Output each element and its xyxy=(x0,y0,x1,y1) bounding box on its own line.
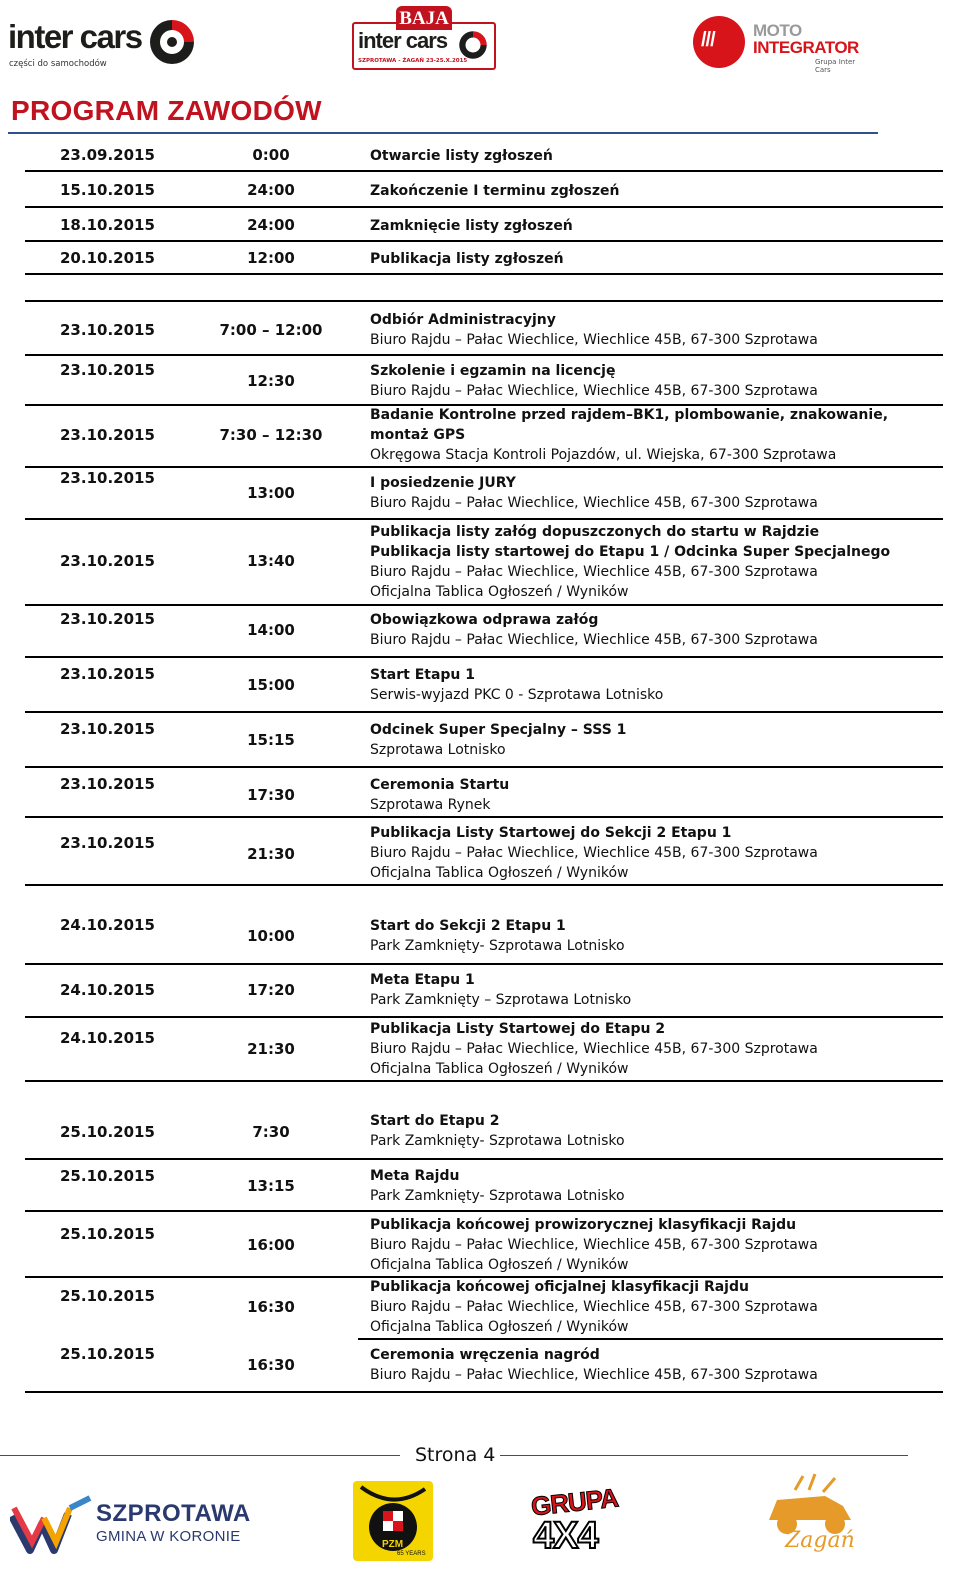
event-location: Biuro Rajdu – Pałac Wiechlice, Wiechlice 45B, 67-300 Szprotawa xyxy=(370,845,818,861)
event-location: Park Zamknięty- Szprotawa Lotnisko xyxy=(370,1188,625,1204)
row-divider xyxy=(25,711,943,713)
schedule-time: 7:30 xyxy=(252,1123,290,1141)
schedule-time: 15:00 xyxy=(247,676,295,694)
schedule-event xyxy=(370,146,940,166)
schedule-time: 24:00 xyxy=(247,216,295,234)
row-divider xyxy=(25,963,943,965)
event-title: I posiedzenie JURY xyxy=(370,475,516,491)
schedule-time: 10:00 xyxy=(247,927,295,945)
event-title: Zamknięcie listy zgłoszeń xyxy=(370,218,573,234)
schedule-event xyxy=(370,181,940,201)
schedule-date: 23.10.2015 xyxy=(60,775,155,793)
row-divider xyxy=(25,273,943,275)
schedule-date: 18.10.2015 xyxy=(60,216,155,234)
event-title: Start Etapu 1 xyxy=(370,667,475,683)
row-divider xyxy=(25,518,943,520)
event-title: Publikacja Listy Startowej do Etapu 2 xyxy=(370,1021,666,1037)
schedule-date: 25.10.2015 xyxy=(60,1345,155,1363)
schedule-time: 21:30 xyxy=(247,1040,295,1058)
event-location: Oficjalna Tablica Ogłoszeń / Wyników xyxy=(370,865,629,881)
event-title: Publikacja listy startowej do Etapu 1 / Odcinka Super Specjalnego xyxy=(370,544,891,560)
schedule-event xyxy=(370,216,940,236)
event-title: Start do Sekcji 2 Etapu 1 xyxy=(370,918,566,934)
schedule-event xyxy=(370,1019,940,1079)
szprotawa-mark-icon xyxy=(10,1488,94,1558)
schedule-event xyxy=(370,1111,940,1151)
schedule-date: 23.10.2015 xyxy=(60,834,155,852)
event-title: Publikacja listy zgłoszeń xyxy=(370,251,564,267)
title-divider xyxy=(8,132,878,134)
event-title: Meta Etapu 1 xyxy=(370,972,475,988)
row-divider xyxy=(25,604,943,606)
schedule-event xyxy=(370,473,940,513)
schedule-event xyxy=(370,361,940,401)
schedule-time: 12:00 xyxy=(247,249,295,267)
event-title: Otwarcie listy zgłoszeń xyxy=(370,148,553,164)
event-title: Meta Rajdu xyxy=(370,1168,460,1184)
schedule-time: 13:40 xyxy=(247,552,295,570)
row-divider xyxy=(25,300,943,302)
schedule-date: 15.10.2015 xyxy=(60,181,155,199)
baja-intercars-logo: BAJA inter cars SZPROTAWA - ŻAGAŃ 23-25.X.2015 xyxy=(352,6,498,70)
schedule-time: 21:30 xyxy=(247,845,295,863)
schedule-time: 16:00 xyxy=(247,1236,295,1254)
event-title: Badanie Kontrolne przed rajdem–BK1, plombowanie, znakowanie, montaż GPS xyxy=(370,407,889,443)
page-header xyxy=(0,0,960,100)
event-title: Zakończenie I terminu zgłoszeń xyxy=(370,183,620,199)
row-divider xyxy=(358,1338,943,1340)
event-location: Biuro Rajdu – Pałac Wiechlice, Wiechlice 45B, 67-300 Szprotawa xyxy=(370,1041,818,1057)
event-title: Odbiór Administracyjny xyxy=(370,312,556,328)
schedule-time: 7:30 – 12:30 xyxy=(219,426,323,444)
event-location: Biuro Rajdu – Pałac Wiechlice, Wiechlice 45B, 67-300 Szprotawa xyxy=(370,564,818,580)
row-divider xyxy=(25,354,943,356)
event-location: Biuro Rajdu – Pałac Wiechlice, Wiechlice 45B, 67-300 Szprotawa xyxy=(370,332,818,348)
row-divider xyxy=(25,884,943,886)
schedule-date: 23.09.2015 xyxy=(60,146,155,164)
page-title: PROGRAM ZAWODÓW xyxy=(11,95,322,126)
schedule-event xyxy=(370,970,940,1010)
row-divider xyxy=(25,1210,943,1212)
schedule-time: 16:30 xyxy=(247,1298,295,1316)
schedule-event xyxy=(370,916,940,956)
schedule-time: 17:30 xyxy=(247,786,295,804)
schedule-date: 23.10.2015 xyxy=(60,361,155,379)
footer-divider xyxy=(0,1455,400,1456)
schedule-event xyxy=(370,522,940,602)
row-divider xyxy=(25,1158,943,1160)
row-divider xyxy=(25,656,943,658)
pzm-logo: PZM 65 YEARS xyxy=(353,1481,433,1561)
schedule-time: 12:30 xyxy=(247,372,295,390)
schedule-event xyxy=(370,823,940,883)
event-location: Biuro Rajdu – Pałac Wiechlice, Wiechlice 45B, 67-300 Szprotawa xyxy=(370,1367,818,1383)
event-location: Biuro Rajdu – Pałac Wiechlice, Wiechlice 45B, 67-300 Szprotawa xyxy=(370,495,818,511)
page-number: Strona 4 xyxy=(415,1444,496,1466)
schedule-time: 7:00 – 12:00 xyxy=(219,321,323,339)
schedule-date: 23.10.2015 xyxy=(60,720,155,738)
event-title: Szkolenie i egzamin na licencję xyxy=(370,363,616,379)
schedule-time: 15:15 xyxy=(247,731,295,749)
schedule-date: 24.10.2015 xyxy=(60,916,155,934)
event-location: Biuro Rajdu – Pałac Wiechlice, Wiechlice 45B, 67-300 Szprotawa xyxy=(370,383,818,399)
szprotawa-logo: SZPROTAWA GMINA W KORONIE xyxy=(10,1488,260,1558)
footer-divider xyxy=(500,1455,908,1456)
event-location: Szprotawa Lotnisko xyxy=(370,742,506,758)
row-divider xyxy=(25,1080,943,1082)
schedule-date: 24.10.2015 xyxy=(60,981,155,999)
event-title: Publikacja końcowej oficjalnej klasyfikacji Rajdu xyxy=(370,1279,749,1295)
schedule-event xyxy=(370,1277,940,1337)
event-location: Park Zamknięty- Szprotawa Lotnisko xyxy=(370,938,625,954)
intercars-logo: inter cars części do samochodów xyxy=(8,16,198,76)
motointegrator-logo: /// MOTO INTEGRATOR Grupa Inter Cars xyxy=(693,16,873,72)
event-location: Biuro Rajdu – Pałac Wiechlice, Wiechlice 45B, 67-300 Szprotawa xyxy=(370,1299,818,1315)
event-location: Park Zamknięty- Szprotawa Lotnisko xyxy=(370,1133,625,1149)
schedule-time: 13:00 xyxy=(247,484,295,502)
schedule-date: 25.10.2015 xyxy=(60,1167,155,1185)
zagan-logo: Żagań xyxy=(755,1470,865,1562)
schedule-date: 23.10.2015 xyxy=(60,610,155,628)
schedule-time: 16:30 xyxy=(247,1356,295,1374)
schedule-date: 25.10.2015 xyxy=(60,1123,155,1141)
row-divider xyxy=(25,1391,943,1393)
row-divider xyxy=(25,816,943,818)
event-location: Oficjalna Tablica Ogłoszeń / Wyników xyxy=(370,1257,629,1273)
event-location: Okręgowa Stacja Kontroli Pojazdów, ul. Wiejska, 67-300 Szprotawa xyxy=(370,447,837,463)
row-divider xyxy=(25,206,943,208)
event-location: Biuro Rajdu – Pałac Wiechlice, Wiechlice 45B, 67-300 Szprotawa xyxy=(370,632,818,648)
schedule-time: 17:20 xyxy=(247,981,295,999)
event-location: Oficjalna Tablica Ogłoszeń / Wyników xyxy=(370,1061,629,1077)
schedule-event xyxy=(370,720,940,760)
event-title: Ceremonia wręczenia nagród xyxy=(370,1347,600,1363)
schedule-event xyxy=(370,310,940,350)
intercars-mark-icon xyxy=(458,30,488,60)
schedule-event xyxy=(370,405,940,465)
schedule-date: 23.10.2015 xyxy=(60,665,155,683)
event-location: Oficjalna Tablica Ogłoszeń / Wyników xyxy=(370,584,629,600)
event-location: Park Zamknięty – Szprotawa Lotnisko xyxy=(370,992,632,1008)
schedule-time: 24:00 xyxy=(247,181,295,199)
schedule-event xyxy=(370,249,940,269)
schedule-event xyxy=(370,1215,940,1275)
row-divider xyxy=(25,766,943,768)
row-divider xyxy=(25,170,943,172)
schedule-date: 20.10.2015 xyxy=(60,249,155,267)
intercars-mark-icon xyxy=(148,18,196,66)
schedule-event xyxy=(370,665,940,705)
schedule-event xyxy=(370,1166,940,1206)
schedule-event xyxy=(370,610,940,650)
row-divider xyxy=(25,240,943,242)
schedule-time: 0:00 xyxy=(252,146,290,164)
schedule-event xyxy=(370,775,940,815)
event-title: Start do Etapu 2 xyxy=(370,1113,500,1129)
event-location: Szprotawa Rynek xyxy=(370,797,491,813)
row-divider xyxy=(25,466,943,468)
schedule-event xyxy=(370,1345,940,1385)
schedule-date: 23.10.2015 xyxy=(60,426,155,444)
motointegrator-mark-icon: /// xyxy=(693,16,745,68)
row-divider xyxy=(25,1016,943,1018)
event-location: Oficjalna Tablica Ogłoszeń / Wyników xyxy=(370,1319,629,1335)
schedule-date: 25.10.2015 xyxy=(60,1287,155,1305)
event-location: Serwis-wyjazd PKC 0 - Szprotawa Lotnisko xyxy=(370,687,664,703)
schedule-time: 13:15 xyxy=(247,1177,295,1195)
schedule-date: 24.10.2015 xyxy=(60,1029,155,1047)
event-title: Publikacja listy załóg dopuszczonych do startu w Rajdzie xyxy=(370,524,820,540)
event-title: Odcinek Super Specjalny – SSS 1 xyxy=(370,722,627,738)
grupa-4x4-logo: GRUPA 4X4 xyxy=(529,1482,620,1557)
event-location: Biuro Rajdu – Pałac Wiechlice, Wiechlice 45B, 67-300 Szprotawa xyxy=(370,1237,818,1253)
event-title: Publikacja Listy Startowej do Sekcji 2 Etapu 1 xyxy=(370,825,732,841)
schedule-date: 25.10.2015 xyxy=(60,1225,155,1243)
event-title: Obowiązkowa odprawa załóg xyxy=(370,612,599,628)
schedule-date: 23.10.2015 xyxy=(60,552,155,570)
schedule-date: 23.10.2015 xyxy=(60,469,155,487)
event-title: Publikacja końcowej prowizorycznej klasyfikacji Rajdu xyxy=(370,1217,797,1233)
event-title: Ceremonia Startu xyxy=(370,777,510,793)
schedule-time: 14:00 xyxy=(247,621,295,639)
schedule-date: 23.10.2015 xyxy=(60,321,155,339)
